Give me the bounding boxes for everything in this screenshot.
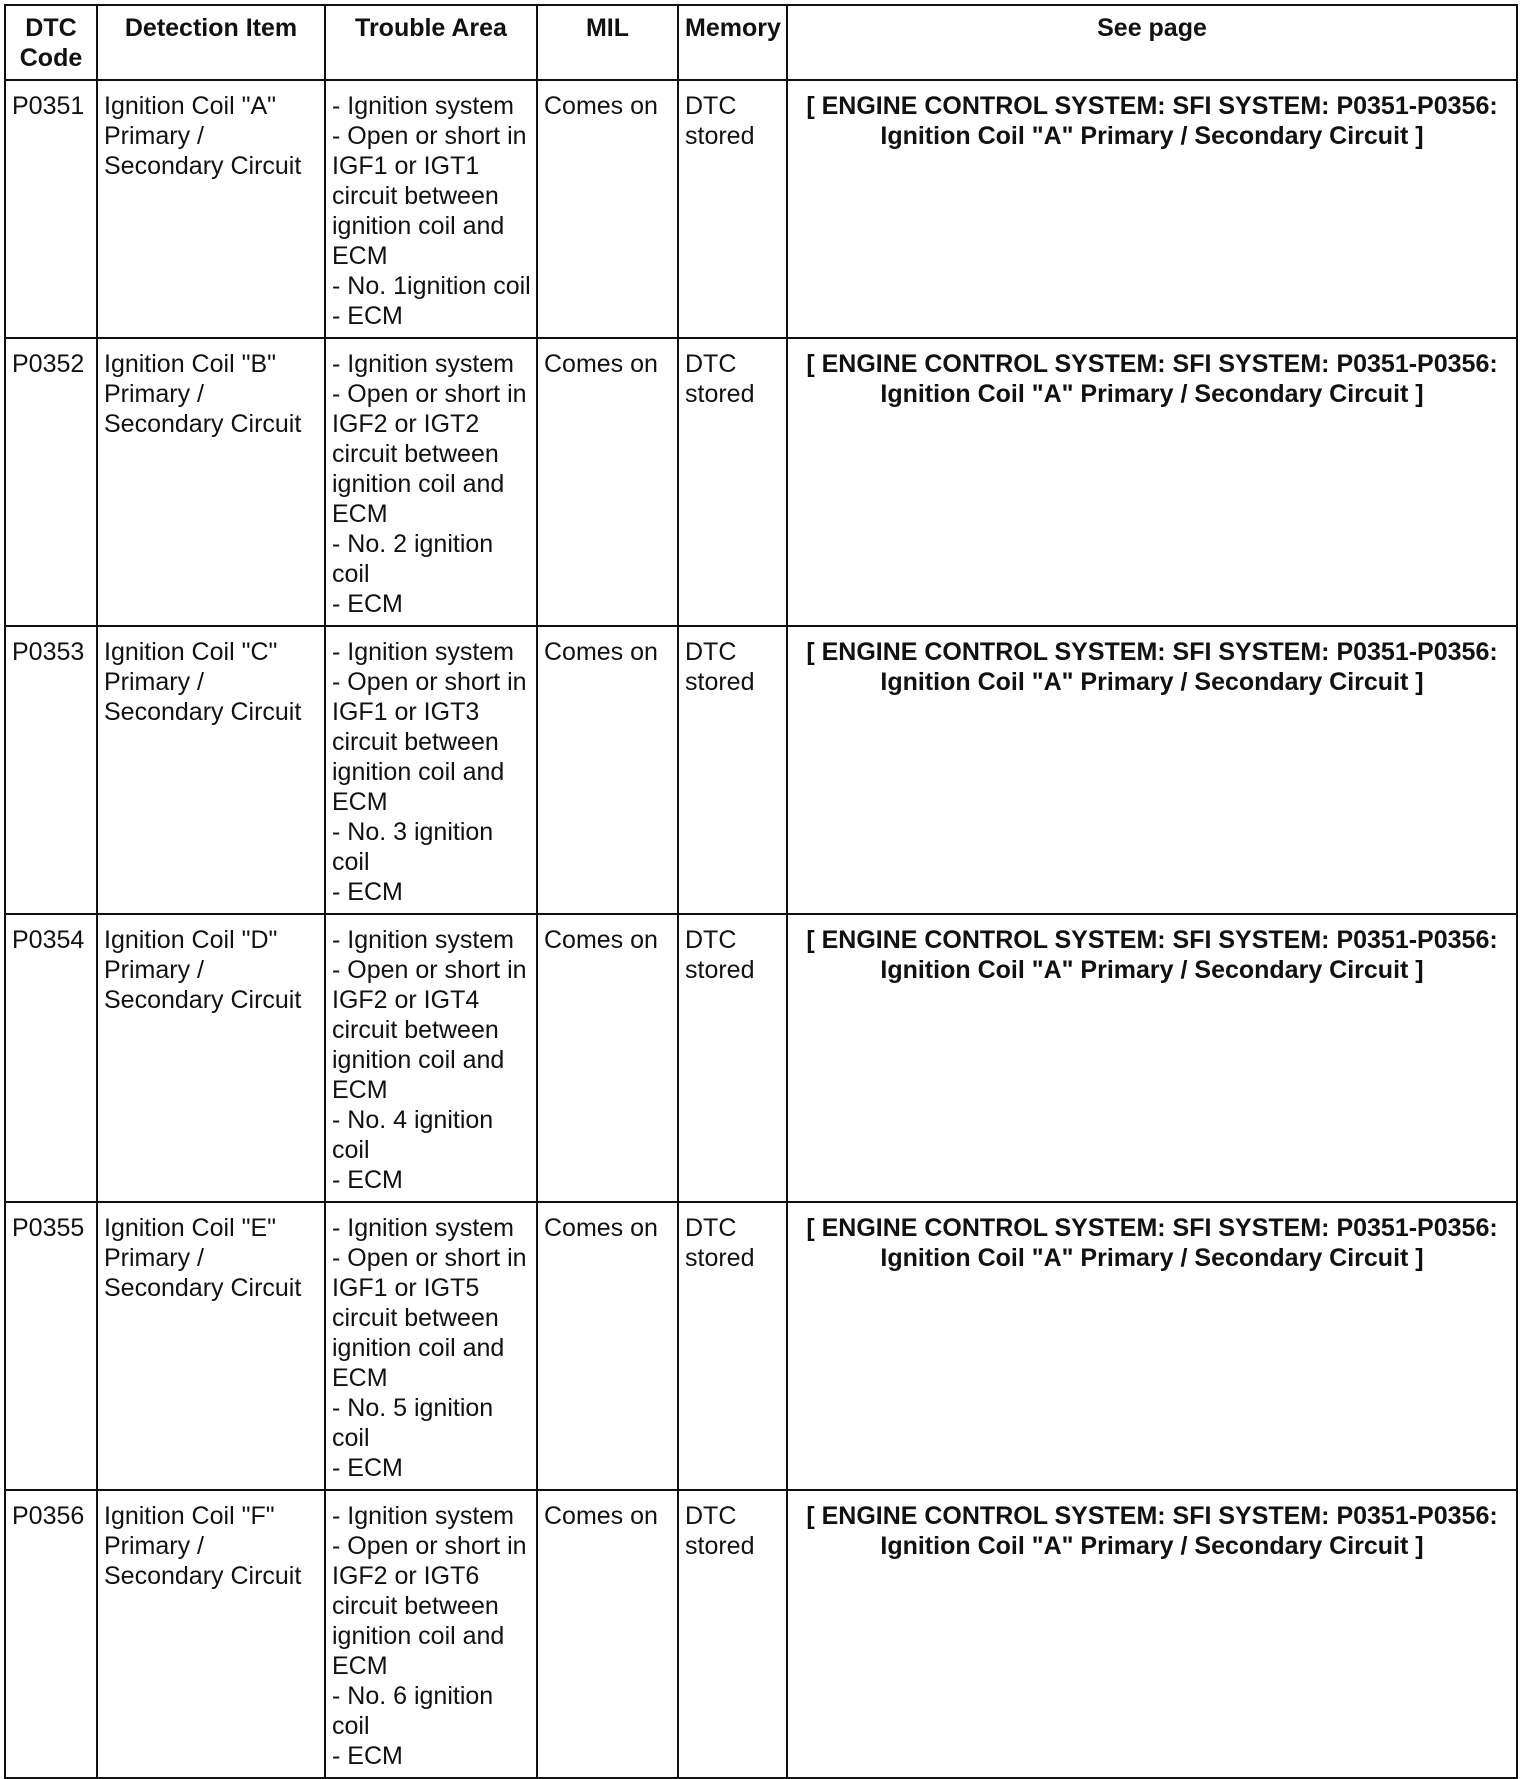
trouble-area-line: - No. 6 ignition coil bbox=[332, 1682, 494, 1740]
trouble-area-line: - Open or short in IGF1 or IGT1 circuit between ignition coil and ECM bbox=[332, 122, 527, 270]
trouble-area-line: - Ignition system bbox=[332, 638, 515, 666]
table-row bbox=[5, 338, 1517, 626]
trouble-area-line: - ECM bbox=[332, 590, 403, 618]
see-page-link[interactable]: [ ENGINE CONTROL SYSTEM: SFI SYSTEM: P0351-P0356: Ignition Coil "A" Primary / Secondary Circuit ] bbox=[787, 1202, 1517, 1490]
mil-cell: Comes on bbox=[537, 80, 678, 338]
trouble-area-line: - No. 1ignition coil bbox=[332, 272, 531, 300]
trouble-area-cell bbox=[325, 338, 537, 626]
trouble-area-line: - Ignition system bbox=[332, 926, 515, 954]
header-see-page: See page bbox=[787, 5, 1517, 80]
dtc-table bbox=[4, 4, 1518, 1779]
header-trouble-area: Trouble Area bbox=[325, 5, 537, 80]
see-page-link[interactable]: [ ENGINE CONTROL SYSTEM: SFI SYSTEM: P0351-P0356: Ignition Coil "A" Primary / Secondary Circuit ] bbox=[787, 914, 1517, 1202]
trouble-area-cell bbox=[325, 626, 537, 914]
memory-cell: DTC stored bbox=[678, 914, 787, 1202]
detection-item-cell: Ignition Coil "C" Primary / Secondary Circuit bbox=[97, 626, 325, 914]
trouble-area-cell bbox=[325, 1490, 537, 1778]
dtc-code-cell: P0356 bbox=[5, 1490, 97, 1778]
dtc-code-cell: P0353 bbox=[5, 626, 97, 914]
header-row bbox=[5, 5, 1517, 80]
trouble-area-line: - Open or short in IGF2 or IGT6 circuit between ignition coil and ECM bbox=[332, 1532, 527, 1680]
detection-item-cell: Ignition Coil "F" Primary / Secondary Circuit bbox=[97, 1490, 325, 1778]
trouble-area-line: - Open or short in IGF2 or IGT4 circuit between ignition coil and ECM bbox=[332, 956, 527, 1104]
mil-cell: Comes on bbox=[537, 338, 678, 626]
see-page-link[interactable]: [ ENGINE CONTROL SYSTEM: SFI SYSTEM: P0351-P0356: Ignition Coil "A" Primary / Secondary Circuit ] bbox=[787, 338, 1517, 626]
trouble-area-line: - ECM bbox=[332, 1454, 403, 1482]
dtc-code-cell: P0355 bbox=[5, 1202, 97, 1490]
memory-cell: DTC stored bbox=[678, 1202, 787, 1490]
detection-item-cell: Ignition Coil "E" Primary / Secondary Circuit bbox=[97, 1202, 325, 1490]
table-row bbox=[5, 1202, 1517, 1490]
see-page-link[interactable]: [ ENGINE CONTROL SYSTEM: SFI SYSTEM: P0351-P0356: Ignition Coil "A" Primary / Secondary Circuit ] bbox=[787, 626, 1517, 914]
trouble-area-line: - ECM bbox=[332, 302, 403, 330]
header-memory: Memory bbox=[678, 5, 787, 80]
trouble-area-line: - Open or short in IGF1 or IGT3 circuit between ignition coil and ECM bbox=[332, 668, 527, 816]
mil-cell: Comes on bbox=[537, 1490, 678, 1778]
trouble-area-line: - No. 3 ignition coil bbox=[332, 818, 494, 876]
trouble-area-line: - ECM bbox=[332, 878, 403, 906]
table-row bbox=[5, 1490, 1517, 1778]
trouble-area-line: - Ignition system bbox=[332, 1214, 515, 1242]
dtc-code-cell: P0354 bbox=[5, 914, 97, 1202]
trouble-area-line: - Ignition system bbox=[332, 1502, 515, 1530]
header-dtc-code: DTC Code bbox=[5, 5, 97, 80]
see-page-link[interactable]: [ ENGINE CONTROL SYSTEM: SFI SYSTEM: P0351-P0356: Ignition Coil "A" Primary / Secondary Circuit ] bbox=[787, 1490, 1517, 1778]
detection-item-cell: Ignition Coil "B" Primary / Secondary Circuit bbox=[97, 338, 325, 626]
detection-item-cell: Ignition Coil "D" Primary / Secondary Circuit bbox=[97, 914, 325, 1202]
header-mil: MIL bbox=[537, 5, 678, 80]
memory-cell: DTC stored bbox=[678, 1490, 787, 1778]
table-row bbox=[5, 914, 1517, 1202]
see-page-link[interactable]: [ ENGINE CONTROL SYSTEM: SFI SYSTEM: P0351-P0356: Ignition Coil "A" Primary / Secondary Circuit ] bbox=[787, 80, 1517, 338]
dtc-code-cell: P0352 bbox=[5, 338, 97, 626]
trouble-area-line: - Open or short in IGF2 or IGT2 circuit between ignition coil and ECM bbox=[332, 380, 527, 528]
trouble-area-cell bbox=[325, 914, 537, 1202]
dtc-code-cell: P0351 bbox=[5, 80, 97, 338]
mil-cell: Comes on bbox=[537, 1202, 678, 1490]
trouble-area-line: - No. 2 ignition coil bbox=[332, 530, 494, 588]
trouble-area-line: - No. 5 ignition coil bbox=[332, 1394, 494, 1452]
memory-cell: DTC stored bbox=[678, 80, 787, 338]
table-row bbox=[5, 626, 1517, 914]
mil-cell: Comes on bbox=[537, 626, 678, 914]
trouble-area-line: - ECM bbox=[332, 1166, 403, 1194]
memory-cell: DTC stored bbox=[678, 626, 787, 914]
trouble-area-line: - Ignition system bbox=[332, 92, 515, 120]
detection-item-cell: Ignition Coil "A" Primary / Secondary Circuit bbox=[97, 80, 325, 338]
trouble-area-cell bbox=[325, 1202, 537, 1490]
trouble-area-line: - Ignition system bbox=[332, 350, 515, 378]
header-detection-item: Detection Item bbox=[97, 5, 325, 80]
trouble-area-line: - ECM bbox=[332, 1742, 403, 1770]
table-row bbox=[5, 80, 1517, 338]
trouble-area-cell bbox=[325, 80, 537, 338]
trouble-area-line: - Open or short in IGF1 or IGT5 circuit between ignition coil and ECM bbox=[332, 1244, 527, 1392]
trouble-area-line: - No. 4 ignition coil bbox=[332, 1106, 494, 1164]
memory-cell: DTC stored bbox=[678, 338, 787, 626]
mil-cell: Comes on bbox=[537, 914, 678, 1202]
